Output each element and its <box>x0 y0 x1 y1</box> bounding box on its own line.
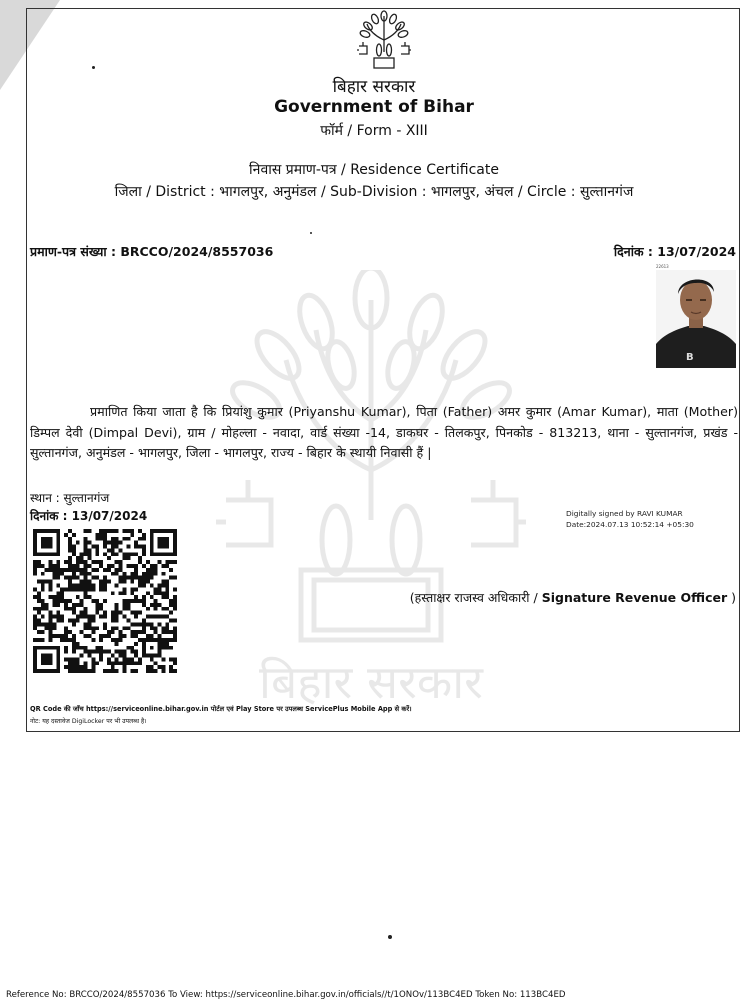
digital-signature-date: Date:2024.07.13 10:52:14 +05:30 <box>566 520 694 529</box>
watermark-text: बिहार सरकार <box>259 655 483 709</box>
photo-tag: 22613 <box>656 264 669 269</box>
svg-text:B: B <box>686 352 694 363</box>
state-title-english: Government of Bihar <box>274 97 474 117</box>
digital-signature-block <box>566 508 694 530</box>
certificate-body-text: प्रमाणित किया जाता है कि प्रियांशु कुमार (Priyanshu Kumar), पिता (Father) अमर कुमार (Amar Kumar), माता (Mother) डिम्पल देवी (Dimpal Devi), ग्राम / मोहल्ला - नवादा, वार्ड संख्या -14, डाकघर - तिलकपुर, पिनकोड - 813213, थाना - सुल्तानगंज, प्रखंड - सुल्तानगंज, अनुमंडल - भागलपुर, जिला - भागलपुर, राज्य - बिहार के स्थायी निवासी हैं | <box>30 404 738 460</box>
form-number: फॉर्म / Form - XIII <box>320 123 428 139</box>
applicant-photo <box>656 270 736 368</box>
digilocker-note: नोट: यह दस्तावेज DigiLocker पर भी उपलब्ध है। <box>30 718 147 725</box>
signature-officer-prefix: (हस्ताक्षर राजस्व अधिकारी / <box>409 590 542 605</box>
signature-revenue-officer <box>410 589 736 606</box>
issue-date-bottom: दिनांक : 13/07/2024 <box>30 509 148 523</box>
district-line: जिला / District : भागलपुर, अनुमंडल / Sub-Division : भागलपुर, अंचल / Circle : सुल्तानगंज <box>114 184 634 200</box>
signature-officer-label: Signature Revenue Officer <box>541 590 728 605</box>
qr-verification-info: QR Code की जाँच https://serviceonline.bihar.gov.in पोर्टल एवं Play Store पर उपलब्ध ServicePlus Mobile App से करें। <box>30 705 412 713</box>
scan-speck <box>92 66 95 69</box>
digital-signature-signer: Digitally signed by RAVI KUMAR <box>566 509 683 518</box>
state-title-hindi: बिहार सरकार <box>332 77 416 97</box>
scan-speck <box>310 232 312 234</box>
scan-speck <box>388 935 392 939</box>
bihar-emblem-icon <box>355 10 413 70</box>
certificate-date: दिनांक : 13/07/2024 <box>613 244 736 259</box>
certificate-number: प्रमाण-पत्र संख्या : BRCCO/2024/8557036 <box>30 244 274 259</box>
footer-reference: Reference No: BRCCO/2024/8557036 To View: https://serviceonline.bihar.gov.in/officials//t/1ONOv/113BC4ED Token No: 113BC4ED <box>6 990 566 1000</box>
watermark-emblem <box>206 270 536 710</box>
signature-officer-suffix: ) <box>727 590 736 605</box>
verification-qr-code <box>33 529 177 673</box>
place-label: स्थान : सुल्तानगंज <box>30 491 110 505</box>
certificate-type: निवास प्रमाण-पत्र / Residence Certificate <box>249 162 499 178</box>
